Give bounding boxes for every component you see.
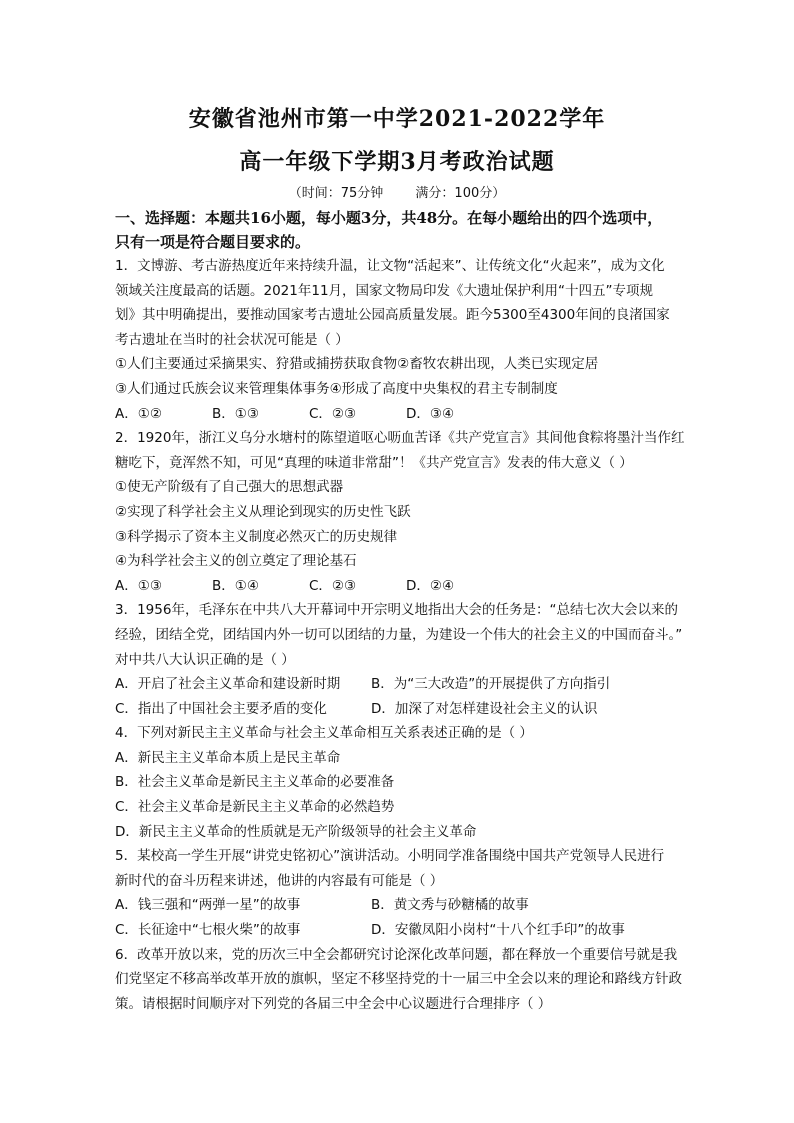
section-heading-line: 一、选择题：本题共16小题，每小题3分，共48分。在每小题给出的四个选项中， [115, 209, 663, 227]
question-stem-line: 策。请根据时间顺序对下列党的各届三中全会中心议题进行合理排序（ ） [115, 995, 552, 1012]
option-d: D．新民主主义革命的性质就是无产阶级领导的社会主义革命 [115, 823, 477, 840]
document-title-line1: 安徽省池州市第一中学2021-2022学年 [188, 106, 606, 132]
section-heading [115, 206, 690, 254]
option-a: A．新民主主义革命本质上是民主革命 [115, 749, 341, 766]
question-statement: ①人们主要通过采摘果实、狩猎或捕捞获取食物②畜牧农耕出现，人类已实现定居 [115, 356, 599, 373]
question-stem-line: 划》其中明确提出，要推动国家考古遗址公园高质量发展。距今5300至4300年间的良渚国家 [115, 307, 670, 324]
options-row [115, 893, 690, 918]
question-stem-line: 3．1956年，毛泽东在中共八大开幕词中开宗明义地指出大会的任务是：“总结七次大会以来的 [115, 602, 678, 619]
option-d: D．安徽凤阳小岗村“十八个红手印”的故事 [371, 922, 625, 939]
question-stem-line: 6．改革开放以来，党的历次三中全会都研究讨论深化改革问题，都在释放一个重要信号就是我 [115, 946, 678, 963]
option-c: C．②③ [309, 405, 357, 422]
option-c: C．长征途中“七根火柴”的故事 [115, 922, 301, 939]
option-b: B．①④ [212, 577, 259, 594]
question-stem-line: 领域关注度最高的话题。2021年11月，国家文物局印发《大遗址保护利用“十四五”专项规 [115, 282, 654, 299]
question-1 [115, 254, 690, 426]
question-stem-line: 糖吃下，竟浑然不知，可见“真理的味道非常甜”！《共产党宣言》发表的伟大意义（ ） [115, 454, 633, 471]
option-c: C．②③ [309, 577, 357, 594]
question-statement: ①使无产阶级有了自己强大的思想武器 [115, 479, 344, 496]
option-c: C．指出了中国社会主要矛盾的变化 [115, 700, 327, 717]
question-stem-line: 2．1920年，浙江义乌分水塘村的陈望道呕心呖血苦译《共产党宣言》其间他食粽将墨汁当作红 [115, 430, 685, 447]
exam-score: 满分：100分） [415, 186, 506, 201]
option-a: A．①③ [115, 577, 162, 594]
option-a: A．开启了社会主义革命和建设新时期 [115, 676, 341, 693]
option-b: B．①③ [212, 405, 259, 422]
option-b: B．为“三大改造”的开展提供了方向指引 [371, 676, 611, 693]
options-row [115, 918, 690, 943]
question-stem-line: 新时代的奋斗历程来讲述，他讲的内容最有可能是（ ） [115, 872, 444, 889]
question-2 [115, 426, 690, 598]
question-stem-line: 4．下列对新民主主义革命与社会主义革命相互关系表述正确的是（ ） [115, 725, 533, 742]
options-row [115, 574, 690, 599]
option-d: D．加深了对怎样建设社会主义的认识 [371, 700, 598, 717]
option-b: B．社会主义革命是新民主主义革命的必要准备 [115, 774, 395, 791]
question-statement: ③人们通过氏族会议来管理集体事务④形成了高度中央集权的君主专制制度 [115, 380, 558, 397]
question-stem-line: 对中共八大认识正确的是（ ） [115, 651, 295, 668]
exam-time: （时间：75分钟 [288, 186, 384, 201]
question-4 [115, 721, 690, 844]
question-5 [115, 844, 690, 942]
option-d: D．②④ [406, 577, 455, 594]
exam-body [115, 206, 690, 1016]
question-statement: ③科学揭示了资本主义制度必然灭亡的历史规律 [115, 528, 398, 545]
exam-info [0, 182, 794, 201]
question-statement: ④为科学社会主义的创立奠定了理论基石 [115, 553, 357, 570]
option-c: C．社会主义革命是新民主主义革命的必然趋势 [115, 799, 395, 816]
question-6 [115, 943, 690, 1017]
options-row [115, 402, 690, 427]
question-statement: ②实现了科学社会主义从理论到现实的历史性飞跃 [115, 503, 411, 520]
options-row [115, 697, 690, 722]
option-d: D．③④ [406, 405, 455, 422]
section-heading-line: 只有一项是符合题目要求的。 [115, 233, 311, 251]
option-a: A．钱三强和“两弹一星”的故事 [115, 897, 301, 914]
question-stem-line: 5．某校高一学生开展“讲党史铭初心”演讲活动。小明同学准备围绕中国共产党领导人民进行 [115, 848, 665, 865]
document-title-line2: 高一年级下学期3月考政治试题 [239, 149, 555, 175]
option-a: A．①② [115, 405, 162, 422]
question-stem-line: 1．文博游、考古游热度近年来持续升温，让文物“活起来”、让传统文化“火起来”，成为文化 [115, 258, 665, 274]
question-3 [115, 598, 690, 721]
question-stem-line: 经验，团结全党，团结国内外一切可以团结的力量，为建设一个伟大的社会主义的中国而奋斗。” [115, 626, 683, 643]
question-stem-line: 们党坚定不移高举改革开放的旗帜，坚定不移坚持党的十一届三中全会以来的理论和路线方针政 [115, 971, 682, 988]
question-stem-line: 考古遗址在当时的社会状况可能是（ ） [115, 331, 349, 348]
options-row [115, 672, 690, 697]
option-b: B．黄文秀与砂糖橘的故事 [371, 897, 529, 914]
